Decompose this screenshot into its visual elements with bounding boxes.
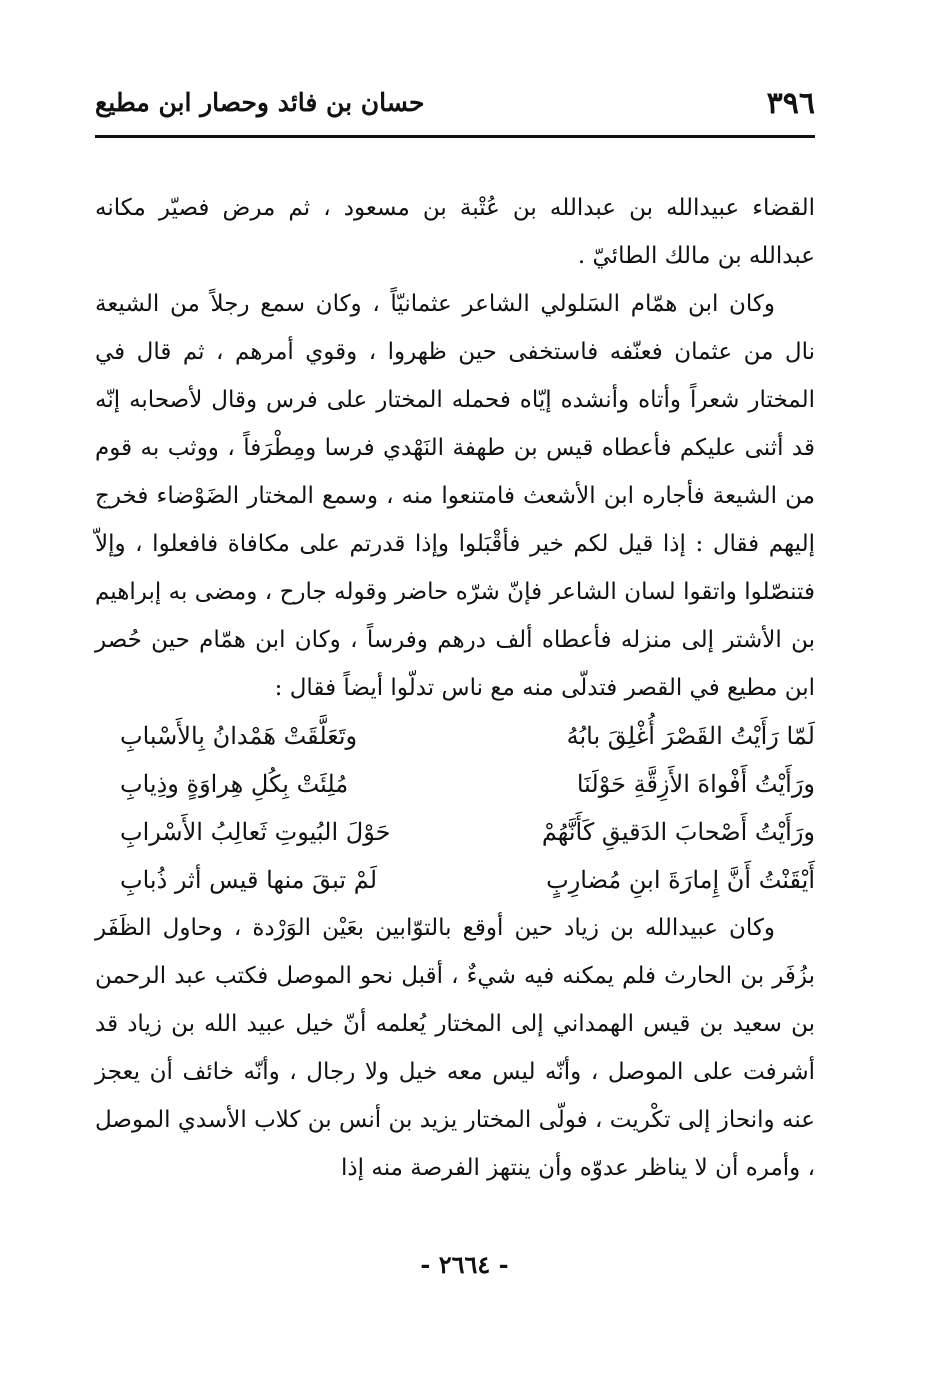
header-page-number: ٣٩٦ bbox=[766, 86, 815, 121]
paragraph-2: وكان ابن همّام السَلولي الشاعر عثمانيّاً ، وكان سمع رجلاً من الشيعة نال من عثمان فعنّفه فاستخفى حين ظهروا ، وقوي أمرهم ، ثم قال في المختار شعراً وأتاه وأنشده إيّاه فحمله المختار على فرس وقال لأصحابه إنّه قد أثنى عليكم فأعطاه قيس بن طهفة النَهْدي فرسا ومِطْرَفاً ، ووثب به قوم من الشيعة فأجاره ابن الأشعث فامتنعوا منه ، وسمع المختار الضَوْضاء فخرج إليهم فقال : إذا قيل لكم خير فأقْبَلوا وإذا قدرتم على مكافاة فافعلوا ، وإلاّ فتنصّلوا واتقوا لسان الشاعر فإنّ شرّه حاضر وقوله جارح ، ومضى به إبراهيم بن الأشتر إلى منزله فأعطاه ألف درهم وفرساً ، وكان ابن همّام حين حُصر ابن مطيع في القصر فتدلّى منه مع ناس تدلّوا أيضاً فقال : bbox=[95, 291, 815, 701]
poem-verse-3 bbox=[120, 808, 815, 856]
running-title: حسان بن فائد وحصار ابن مطيع bbox=[95, 88, 425, 117]
poem-verse-4 bbox=[120, 856, 815, 904]
paragraph-3: وكان عبيدالله بن زياد حين أوقع بالتوّابين بعَيْن الوَرْدة ، وحاول الظَفَر بزُفَر بن الحارث فلم يمكنه فيه شيءٌ ، أقبل نحو الموصل فكتب عبد الرحمن بن سعيد بن قيس الهمداني إلى المختار يُعلمه أنّ خيل عبيد الله بن زياد قد أشرفت على الموصل ، وأنّه ليس معه خيل ولا رجال ، وأنّه خائف أن يعجز عنه وانحاز إلى تكْريت ، فولّى المختار يزيد بن أنس بن كلاب الأسدي الموصل ، وأمره أن لا يناظر عدوّه وأن ينتهز الفرصة منه إذا bbox=[95, 915, 815, 1181]
paragraph-1: القضاء عبيدالله بن عبدالله بن عُتْبة بن مسعود ، ثم مرض فصيّر مكانه عبدالله بن مالك الطائيّ . bbox=[95, 195, 815, 269]
verse-3-second-hemistich: حَوْلَ البُيوتِ ثَعالِبُ الأَسْرابِ bbox=[120, 818, 391, 846]
running-header bbox=[95, 78, 815, 130]
verse-4-first-hemistich: أَيْقَنْتُ أَنَّ إِمارَةَ ابنِ مُضارِبٍ bbox=[546, 866, 815, 894]
poem bbox=[95, 712, 815, 904]
verse-3-first-hemistich: ورَأَيْتُ أَصْحابَ الدَقيقِ كَأَنَّهُمْ bbox=[541, 818, 815, 846]
footer-page-number: - ٢٦٦٤ - bbox=[420, 1250, 509, 1279]
verse-2-second-hemistich: مُلِئَتْ بِكُلِ هِراوَةٍ وذِيابِ bbox=[120, 770, 349, 798]
verse-1-first-hemistich: لَمّا رَأَيْتُ القَصْرَ أُغْلِقَ بابُهُ bbox=[566, 722, 815, 750]
header-divider bbox=[95, 135, 815, 138]
verse-2-first-hemistich: ورَأَيْتُ أَفْواهَ الأَزِقَّةِ حَوْلَنَا bbox=[576, 770, 815, 798]
poem-verse-2 bbox=[120, 760, 815, 808]
main-text bbox=[95, 184, 815, 1192]
poem-verse-1 bbox=[120, 712, 815, 760]
verse-1-second-hemistich: وتَعَلَّقَتْ هَمْدانُ بِالأَسْبابِ bbox=[120, 722, 358, 750]
verse-4-second-hemistich: لَمْ تبقَ منها قيس أثر ذُبابِ bbox=[120, 866, 378, 894]
